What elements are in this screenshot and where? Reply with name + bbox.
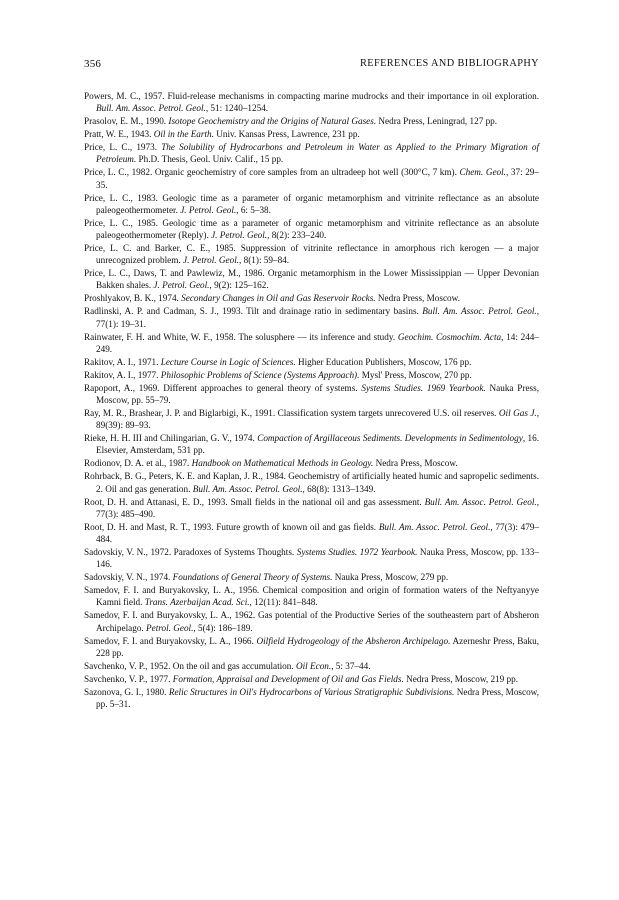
reference-text: Rieke, H. H. III and Chilingarian, G. V., 1974.: [84, 433, 258, 444]
reference-text: Root, D. H. and Mast, R. T., 1993. Future growth of known oil and gas fields.: [84, 521, 379, 532]
reference-details: Azerneshr Press, Baku, 228 pp.: [96, 635, 539, 658]
reference-italic-title: J. Petrol. Geol.: [183, 255, 240, 266]
reference-entry: [84, 128, 539, 140]
reference-text: Price, L. C., Daws, T. and Pawlewiz, M., 1986. Organic metamorphism in the Lower Mississippian — Upper Devonian Bakken shales.: [84, 268, 539, 291]
reference-entry: [84, 521, 539, 545]
reference-details: , 5(4): 186–189.: [193, 622, 253, 633]
reference-italic-title: Geochim. Cosmochim. Acta: [397, 331, 502, 342]
reference-italic-title: Systems Studies. 1972 Yearbook.: [296, 547, 418, 558]
reference-entry: [84, 331, 539, 355]
reference-italic-title: Relic Structures in Oil's Hydrocarbons of Various Stratigraphic Subdivisions.: [168, 686, 455, 697]
reference-entry: [84, 660, 539, 672]
reference-text: Savchenko, V. P., 1952. On the oil and gas accumulation.: [84, 660, 296, 671]
reference-text: Proshlyakov, B. K., 1974.: [84, 293, 182, 304]
reference-details: Ph.D. Thesis, Geol. Univ. Calif., 15 pp.: [136, 154, 284, 165]
reference-entry: [84, 432, 539, 456]
reference-italic-title: Philosophic Problems of Science (Systems Approach).: [160, 369, 360, 380]
reference-text: Price, L. C. and Barker, C. E., 1985. Suppression of vitrinite reflectance in amorphous rich kerogen — a major unrecognized problem.: [84, 243, 539, 266]
reference-entry: [84, 584, 539, 608]
reference-details: Univ. Kansas Press, Lawrence, 231 pp.: [213, 129, 360, 140]
reference-entry: [84, 673, 539, 685]
reference-details: , 89(39): 89–93.: [96, 408, 539, 431]
reference-italic-title: Secondary Changes in Oil and Gas Reservoir Rocks.: [181, 293, 376, 304]
reference-text: Rodionov, D. A. et al., 1987.: [84, 458, 192, 469]
reference-italic-title: Compaction of Argillaceous Sediments. Developments in Sedimentology: [257, 433, 523, 444]
reference-text: Prasolov, E. M., 1990.: [84, 116, 169, 127]
reference-entry: [84, 90, 539, 114]
reference-details: , 37: 29–35.: [96, 167, 539, 190]
reference-italic-title: Lecture Course in Logic of Sciences.: [160, 356, 296, 367]
reference-italic-title: J. Petrol. Geol.: [211, 230, 268, 241]
reference-entry: [84, 369, 539, 381]
reference-entry: [84, 305, 539, 329]
reference-entry: [84, 267, 539, 291]
reference-italic-title: Petrol. Geol.: [146, 622, 194, 633]
reference-details: , 8(2): 233–240.: [267, 230, 327, 241]
reference-italic-title: J. Petrol. Geol.: [153, 280, 210, 291]
reference-details: , 9(2): 125–162.: [209, 280, 269, 291]
reference-italic-title: Bull. Am. Assoc. Petrol. Geol.: [422, 306, 537, 317]
reference-italic-title: Bull. Am. Assoc. Petrol. Geol.: [192, 483, 303, 494]
reference-details: Nauka Press, Moscow, 279 pp.: [332, 572, 449, 583]
reference-entry: [84, 407, 539, 431]
reference-text: Pratt, W. E., 1943.: [84, 129, 154, 140]
reference-entry: [84, 686, 539, 710]
reference-details: , 5: 37–44.: [331, 660, 371, 671]
reference-entry: [84, 546, 539, 570]
reference-entry: [84, 217, 539, 241]
reference-list: [84, 90, 539, 711]
reference-italic-title: Handbook on Mathematical Methods in Geology.: [191, 458, 374, 469]
reference-text: Sadovskiy, V. N., 1974.: [84, 572, 173, 583]
reference-text: Powers, M. C., 1957. Fluid-release mechanisms in compacting marine mudrocks and their importance in oil exploration.: [84, 91, 539, 101]
reference-entry: [84, 635, 539, 659]
reference-entry: [84, 141, 539, 165]
reference-details: , 12(11): 841–848.: [249, 597, 318, 608]
reference-italic-title: J. Petrol. Geol.: [180, 204, 237, 215]
reference-italic-title: Oil Econ.: [295, 660, 332, 671]
reference-italic-title: Systems Studies. 1969 Yearbook.: [361, 382, 486, 393]
reference-italic-title: Isotope Geochemistry and the Origins of Natural Gases.: [168, 116, 377, 127]
reference-italic-title: Oil Gas J.: [498, 408, 537, 419]
reference-italic-title: Bull. Am. Assoc. Petrol. Geol.: [378, 521, 491, 532]
reference-entry: [84, 192, 539, 216]
reference-details: Nedra Press, Moscow, pp. 5–31.: [96, 686, 540, 710]
reference-details: , 14: 244–249.: [96, 331, 539, 354]
reference-text: Price, L. C., 1973.: [84, 142, 162, 153]
reference-text: Sazonova, G. I., 1980.: [84, 686, 169, 697]
reference-italic-title: Foundations of General Theory of Systems.: [172, 572, 333, 583]
reference-italic-title: Trans. Azerbaijan Acad. Sci.: [144, 597, 250, 608]
reference-details: , 6: 5–38.: [236, 204, 271, 215]
reference-text: Rohrback, B. G., Peters, K. E. and Kaplan, J. R., 1984. Geochemistry of artificially heated humic and sapropelic sediments. 2. Oil and gas generation.: [84, 471, 539, 494]
reference-text: Rakitov, A. I., 1977.: [84, 369, 161, 380]
reference-details: , 77(3): 485–490.: [96, 496, 539, 519]
reference-details: , 68(8): 1313–1349.: [302, 483, 376, 494]
reference-italic-title: Formation, Appraisal and Development of Oil and Gas Fields.: [172, 673, 404, 684]
reference-entry: [84, 571, 539, 583]
reference-text: Radlinski, A. P. and Cadman, S. J., 1993. Tilt and drainage ratio in sedimentary basins.: [84, 306, 423, 317]
reference-italic-title: Bull. Am. Assoc. Petrol. Geol.: [424, 496, 537, 507]
reference-entry: [84, 609, 539, 633]
reference-italic-title: Chem. Geol.: [459, 167, 506, 178]
reference-text: Rakitov, A. I., 1971.: [84, 356, 161, 367]
reference-text: Price, L. C., 1985. Geologic time as a parameter of organic metamorphism and vitrinite reflectance as an absolute paleogeothermometer (Reply).: [84, 217, 539, 241]
reference-details: Higher Education Publishers, Moscow, 176 pp.: [295, 356, 472, 367]
reference-details: Nedra Press, Moscow, 219 pp.: [403, 673, 519, 684]
reference-text: Samedov, F. I. and Buryakovsky, L. A., 1956. Chemical composition and origin of formation waters of the Neftyanyye Kamni field.: [84, 585, 539, 608]
reference-text: Rainwater, F. H. and White, W. F., 1958. The solusphere — its inference and study.: [84, 331, 398, 342]
reference-details: Nedra Press, Moscow.: [373, 458, 458, 469]
reference-details: Nedra Press, Leningrad, 127 pp.: [376, 116, 498, 127]
reference-details: , 77(3): 479–484.: [96, 521, 539, 545]
running-head: REFERENCES AND BIBLIOGRAPHY: [360, 58, 539, 69]
reference-details: , 8(1): 59–84.: [239, 255, 290, 266]
reference-italic-title: Oil in the Earth.: [153, 129, 214, 140]
reference-details: , 77(1): 19–31.: [96, 306, 539, 329]
reference-details: , 51: 1240–1254.: [205, 103, 269, 114]
reference-text: Samedov, F. I. and Buryakovsky, L. A., 1962. Gas potential of the Productive Series of the southeastern part of Absheron Archipelago.: [84, 610, 539, 633]
reference-italic-title: The Solubility of Hydrocarbons and Petroleum in Water as Applied to the Primary Migration of Petroleum.: [96, 142, 539, 165]
reference-italic-title: Oilfield Hydrogeology of the Absheron Archipelago.: [256, 635, 451, 646]
reference-entry: [84, 115, 539, 127]
page-number: 356: [84, 58, 102, 70]
reference-entry: [84, 457, 539, 469]
reference-entry: [84, 470, 539, 494]
reference-entry: [84, 356, 539, 368]
reference-details: Nauka Press, Moscow, pp. 55–79.: [96, 382, 539, 406]
reference-entry: [84, 242, 539, 266]
reference-details: Nauka Press, Moscow, pp. 133–146.: [96, 547, 539, 570]
reference-entry: [84, 166, 539, 190]
reference-entry: [84, 292, 539, 304]
reference-details: Nedra Press, Moscow.: [375, 293, 460, 304]
reference-text: Samedov, F. I. and Buryakovsky, L. A., 1966.: [84, 635, 257, 646]
reference-text: Root, D. H. and Attanasi, E. D., 1993. Small fields in the national oil and gas assessment.: [84, 496, 425, 507]
reference-text: Sadovskiy, V. N., 1972. Paradoxes of Systems Thoughts.: [84, 547, 297, 558]
reference-entry: [84, 496, 539, 520]
reference-text: Price, L. C., 1983. Geologic time as a parameter of organic metamorphism and vitrinite reflectance as an absolute paleogeothermometer.: [84, 192, 539, 215]
page-header: [84, 58, 539, 74]
reference-entry: [84, 382, 539, 406]
reference-details: , 16. Elsevier, Amsterdam, 531 pp.: [96, 433, 539, 456]
reference-text: Savchenko, V. P., 1977.: [84, 673, 173, 684]
reference-text: Rapoport, A., 1969. Different approaches to general theory of systems.: [84, 382, 362, 393]
reference-details: Mysl' Press, Moscow, 270 pp.: [359, 369, 472, 380]
reference-italic-title: Bull. Am. Assoc. Petrol. Geol.: [96, 103, 206, 114]
reference-text: Price, L. C., 1982. Organic geochemistry of core samples from an ultradeep hot well (300°C, 7 km).: [84, 167, 460, 178]
reference-text: Ray, M. R., Brashear, J. P. and Biglarbigi, K., 1991. Classification system targets unrecovered U.S. oil reserves.: [84, 408, 499, 419]
